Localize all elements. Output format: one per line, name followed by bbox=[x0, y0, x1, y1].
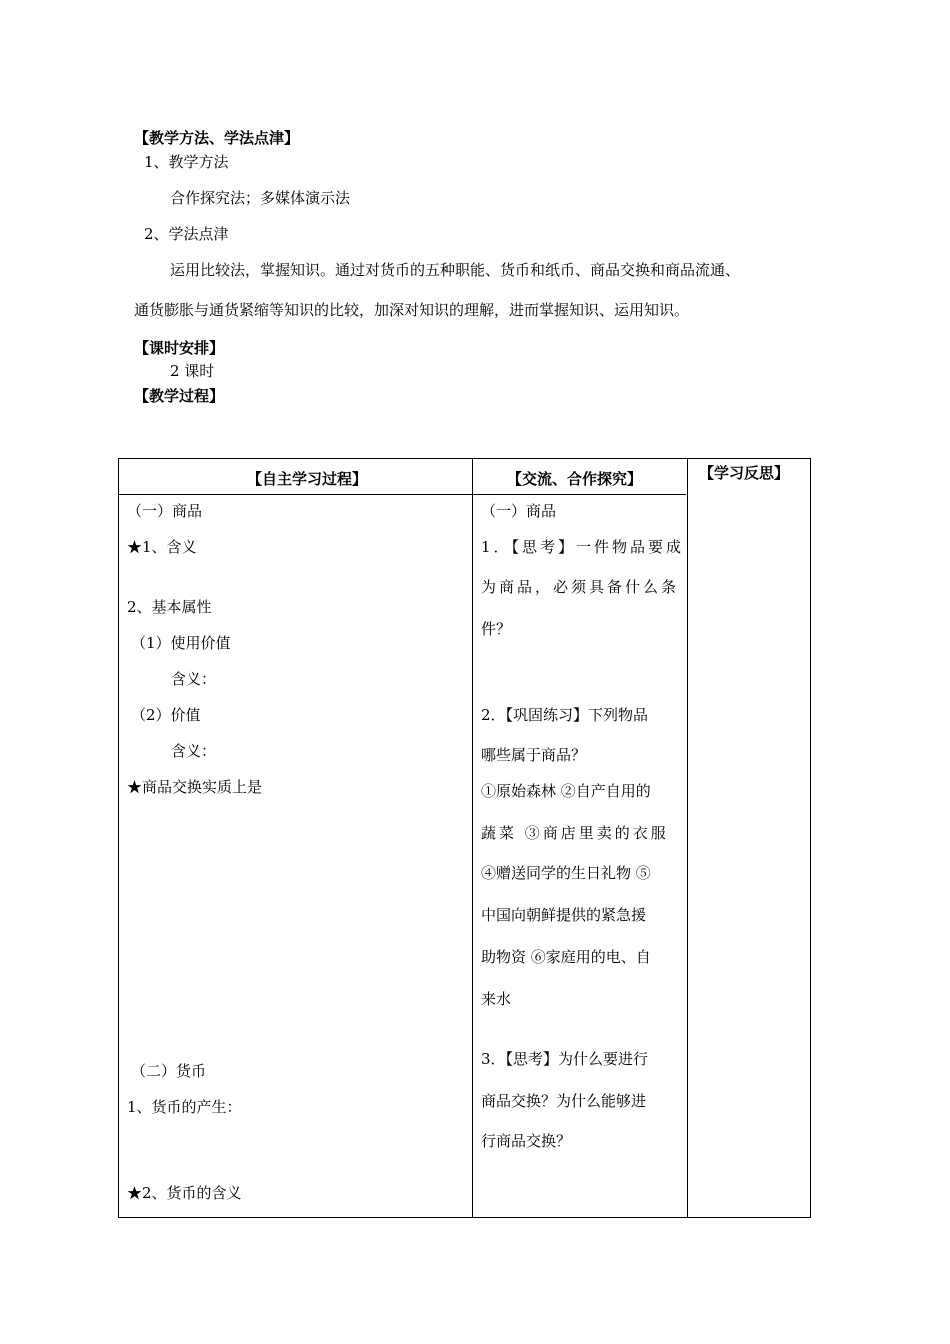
teaching-method-body: 合作探究法；多媒体演示法 bbox=[170, 189, 351, 207]
table-cell: 蔬菜 ③商店里卖的衣服 bbox=[481, 824, 669, 842]
column-divider bbox=[687, 459, 688, 1217]
teaching-process-table bbox=[118, 458, 811, 1218]
table-cell: 哪些属于商品？ bbox=[481, 746, 587, 764]
table-cell: 助物资 ⑥家庭用的电、自 bbox=[481, 948, 651, 966]
table-cell: ★2、货币的含义 bbox=[127, 1184, 242, 1202]
table-cell: 来水 bbox=[481, 990, 512, 1008]
header-reflection: 【学习反思】 bbox=[699, 464, 790, 482]
table-cell: 2．【巩固练习】下列物品 bbox=[481, 706, 649, 724]
table-cell: 中国向朝鲜提供的紧急援 bbox=[481, 906, 647, 924]
table-cell: 含义： bbox=[171, 742, 217, 760]
table-cell: （二）货币 bbox=[131, 1062, 207, 1080]
table-cell: ④赠送同学的生日礼物 ⑤ bbox=[481, 864, 651, 882]
table-cell: 为商品，必须具备什么条 bbox=[481, 578, 680, 596]
table-cell: （一）商品 bbox=[481, 502, 557, 520]
teaching-method-title: 1、教学方法 bbox=[144, 153, 229, 171]
table-cell: 1、货币的产生： bbox=[127, 1098, 242, 1116]
table-cell: 含义： bbox=[171, 670, 217, 688]
study-method-body-line1: 运用比较法，掌握知识。通过对货币的五种职能、货币和纸币、商品交换和商品流通、 bbox=[170, 261, 741, 279]
schedule-value: 2 课时 bbox=[170, 362, 215, 380]
table-cell: 2、基本属性 bbox=[127, 598, 212, 616]
study-method-body-line2: 通货膨胀与通货紧缩等知识的比较，加深对知识的理解，进而掌握知识、运用知识。 bbox=[134, 301, 690, 319]
process-heading: 【教学过程】 bbox=[134, 387, 225, 405]
table-cell: 3．【思考】为什么要进行 bbox=[481, 1050, 649, 1068]
table-cell: ★商品交换实质上是 bbox=[127, 778, 263, 796]
table-cell: （一）商品 bbox=[127, 502, 203, 520]
header-divider bbox=[119, 494, 686, 495]
table-cell: （2）价值 bbox=[131, 706, 201, 724]
table-cell: （1）使用价值 bbox=[131, 634, 231, 652]
study-method-title: 2、学法点津 bbox=[144, 225, 229, 243]
table-cell: ①原始森林 ②自产自用的 bbox=[481, 782, 651, 800]
column-divider bbox=[472, 459, 473, 1217]
table-cell: 行商品交换？ bbox=[481, 1132, 572, 1150]
methods-heading: 【教学方法、学法点津】 bbox=[134, 129, 300, 147]
schedule-heading: 【课时安排】 bbox=[134, 339, 225, 357]
table-cell: 商品交换？为什么能够进 bbox=[481, 1092, 647, 1110]
table-cell: 1．【思考】一件物品要成 bbox=[481, 538, 685, 556]
header-cooperative: 【交流、合作探究】 bbox=[507, 470, 643, 488]
header-self-study: 【自主学习过程】 bbox=[247, 470, 368, 488]
table-cell: ★1、含义 bbox=[127, 538, 197, 556]
table-cell: 件？ bbox=[481, 620, 512, 638]
